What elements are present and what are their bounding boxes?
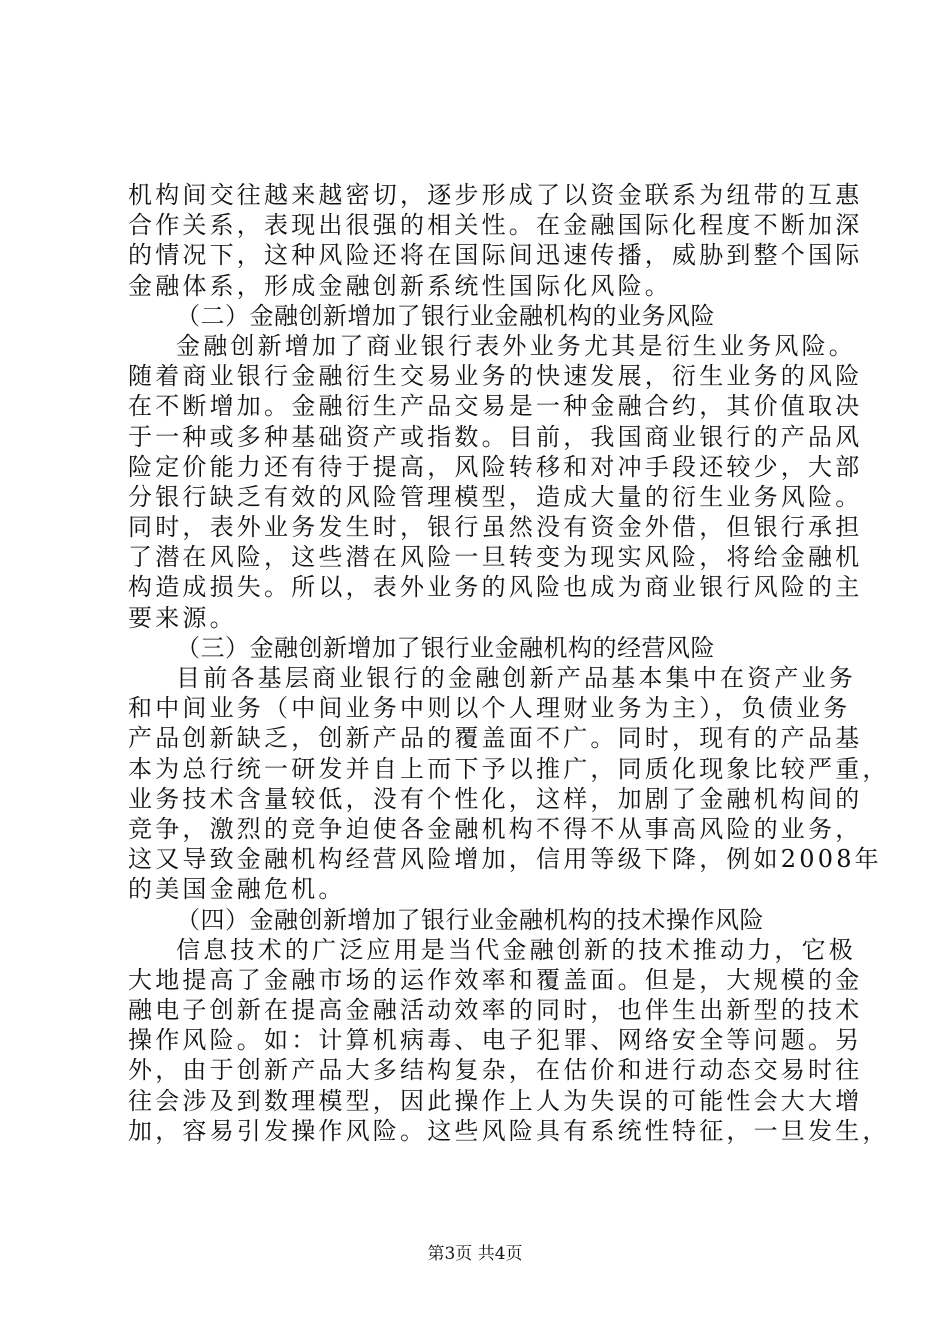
- text-line: 分银行缺乏有效的风险管理模型，造成大量的衍生业务风险。: [128, 482, 863, 511]
- text-line: 操作风险。如：计算机病毒、电子犯罪、网络安全等问题。另: [128, 1026, 863, 1055]
- section-heading: [128, 301, 840, 331]
- text-line: 业务技术含量较低，没有个性化，这样，加剧了金融机构间的: [128, 784, 863, 813]
- text-line: （二）金融创新增加了银行业金融机构的业务风险: [176, 301, 715, 330]
- paragraph: [128, 180, 863, 301]
- text-line: 本为总行统一研发并自上而下予以推广，同质化现象比较严重，: [128, 754, 890, 783]
- text-line: 信息技术的广泛应用是当代金融创新的技术推动力，它极: [176, 935, 856, 964]
- text-line: 外，由于创新产品大多结构复杂，在估价和进行动态交易时往: [128, 1056, 863, 1085]
- section-heading: [128, 633, 840, 663]
- text-line: 竞争，激烈的竞争迫使各金融机构不得不从事高风险的业务，: [128, 814, 863, 843]
- text-line: 险定价能力还有待于提高，风险转移和对冲手段还较少，大部: [128, 452, 863, 481]
- paragraph: [128, 935, 890, 1146]
- text-line: 要来源。: [128, 603, 237, 632]
- text-line: 机构间交往越来越密切，逐步形成了以资金联系为纽带的互惠: [128, 181, 863, 209]
- text-line: 往会涉及到数理模型，因此操作上人为失误的可能性会大大增: [128, 1086, 863, 1115]
- text-line: 金融体系，形成金融创新系统性国际化风险。: [128, 271, 672, 300]
- text-line: 合作关系，表现出很强的相关性。在金融国际化程度不断加深: [128, 211, 863, 240]
- text-line: 随着商业银行金融衍生交易业务的快速发展，衍生业务的风险: [128, 362, 863, 391]
- text-line: 在不断增加。金融衍生产品交易是一种金融合约，其价值取决: [128, 392, 863, 421]
- paragraph: [128, 331, 863, 633]
- text-line: （四）金融创新增加了银行业金融机构的技术操作风险: [176, 905, 764, 934]
- text-line: 的美国金融危机。: [128, 875, 346, 904]
- text-line: 目前各基层商业银行的金融创新产品基本集中在资产业务: [176, 664, 856, 692]
- text-line: （三）金融创新增加了银行业金融机构的经营风险: [176, 633, 715, 662]
- text-line: 产品创新缺乏，创新产品的覆盖面不广。同时，现有的产品基: [128, 724, 863, 753]
- text-line: 和中间业务（中间业务中则以个人理财业务为主），负债业务: [128, 694, 851, 723]
- page-footer: 第3页 共4页: [427, 1244, 523, 1264]
- text-line: 大地提高了金融市场的运作效率和覆盖面。但是，大规模的金: [128, 965, 863, 994]
- paragraph: [128, 663, 890, 905]
- text-line: 构造成损失。所以，表外业务的风险也成为商业银行风险的主: [128, 573, 863, 602]
- text-line: 了潜在风险，这些潜在风险一旦转变为现实风险，将给金融机: [128, 543, 863, 572]
- document-body: [128, 180, 890, 1146]
- text-line: 于一种或多种基础资产或指数。目前，我国商业银行的产品风: [128, 422, 863, 451]
- text-line: 融电子创新在提高金融活动效率的同时，也伴生出新型的技术: [128, 996, 863, 1025]
- text-line: 的情况下，这种风险还将在国际间迅速传播，威胁到整个国际: [128, 241, 863, 270]
- section-heading: [128, 905, 840, 935]
- text-line: 加，容易引发操作风险。这些风险具有系统性特征，一旦发生，: [128, 1116, 890, 1145]
- text-line: 金融创新增加了商业银行表外业务尤其是衍生业务风险。: [176, 331, 856, 360]
- text-line: 同时，表外业务发生时，银行虽然没有资金外借，但银行承担: [128, 513, 863, 542]
- text-line: 这又导致金融机构经营风险增加，信用等级下降，例如2008年: [128, 845, 882, 874]
